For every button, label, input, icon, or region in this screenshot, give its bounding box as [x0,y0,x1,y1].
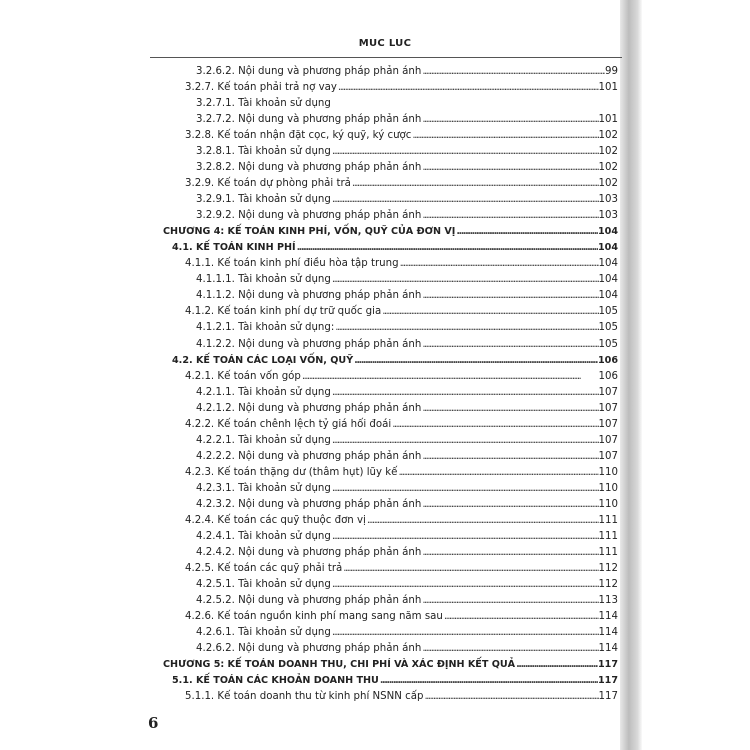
toc-entry [196,160,618,176]
toc-entry-page: 102 [598,162,618,174]
toc-entry [196,625,618,641]
toc-entry-page: 105 [598,306,618,318]
toc-entry-title: 5.1.1. Kế toán doanh thu từ kinh phí NSNN cấp [185,691,424,703]
toc-entry-page: 107 [598,418,618,430]
dot-leader [351,176,599,192]
dot-leader [421,545,598,561]
toc-entry-page: 104 [598,274,618,286]
toc-entry-title: 3.2.7.2. Nội dung và phương pháp phản ánh [196,114,422,126]
toc-entry-title: 4.2.3. Kế toán thặng dư (thâm hụt) lũy kế [185,466,398,478]
toc-entry [196,112,618,128]
toc-entry [196,337,618,353]
toc-entry-page: 111 [598,546,618,558]
dot-leader [421,64,605,80]
toc-entry-page: 113 [598,594,618,606]
dot-leader [397,465,598,481]
toc-entry-page: 102 [598,146,618,158]
dot-leader [423,689,598,705]
toc-entry [196,449,618,465]
toc-entry-page: 107 [598,402,618,414]
toc-entry-title: 4.1.1.1. Tài khoản sử dụng [196,274,331,286]
toc-entry-page: 112 [598,562,618,574]
toc-entry-title: 4.2.5.2. Nội dung và phương pháp phản ánh [196,594,422,606]
toc-entry-title: 4.2.3.1. Tài khoản sử dụng [196,482,331,494]
toc-entry [163,224,618,240]
toc-entry-title: 5.1. KẾ TOÁN CÁC KHOẢN DOANH THU [172,675,379,687]
toc-entry-title: 3.2.8.1. Tài khoản sử dụng [196,146,331,158]
toc-entry-page: 101 [598,114,618,126]
dot-leader [331,192,599,208]
dot-leader [331,144,599,160]
toc-entry [196,144,618,160]
toc-entry [185,256,618,272]
binding-shadow [620,0,642,750]
dot-leader [411,128,598,144]
toc-entry-page: 106 [597,354,618,366]
toc-entry-page: 101 [598,82,618,94]
toc-entry-title: 3.2.9. Kế toán dự phòng phải trả [185,178,351,190]
toc-entry-page: 117 [597,659,618,671]
dot-leader [421,337,598,353]
toc-entry [196,641,618,657]
toc-entry-title: 4.2.2. Kế toán chênh lệch tỷ giá hối đoái [185,418,392,430]
dot-leader [342,561,598,577]
dot-leader [331,96,618,112]
toc-entry-page: 103 [598,194,618,206]
toc-entry [185,128,618,144]
toc-entry-page: 114 [598,611,618,623]
toc-entry-title: 4.2.3.2. Nội dung và phương pháp phản ánh [196,498,422,510]
toc-entry [163,657,618,673]
toc-entry-title: 4.2.4.1. Tài khoản sử dụng [196,530,331,542]
dot-leader [391,417,598,433]
toc-entry-title: 4.1.2. Kế toán kinh phí dự trữ quốc gia [185,306,382,318]
dot-leader [331,577,599,593]
toc-entry-title: 4.2.2.1. Tài khoản sử dụng [196,434,331,446]
toc-entry-page: 111 [598,530,618,542]
toc-entry [185,369,618,385]
page-header: MUC LUC [358,38,412,49]
toc-entry-page: 104 [598,290,618,302]
toc-entry [172,673,618,689]
dot-leader [379,673,598,689]
dot-leader [331,529,599,545]
toc-entry-title: 4.2.6.1. Tài khoản sử dụng [196,627,331,639]
toc-entry-page: 105 [598,322,618,334]
toc-entry-page: 114 [598,627,618,639]
toc-entry [196,272,618,288]
toc-entry-page: 99 [605,66,618,77]
toc-entry [196,497,618,513]
toc-entry [196,593,618,609]
toc-entry-page: 102 [598,130,618,142]
dot-leader [331,481,599,497]
dot-leader [301,369,599,385]
toc-entry [185,417,618,433]
toc-entry [196,481,618,497]
toc-entry-page: 110 [598,498,618,510]
toc-entry [196,208,618,224]
toc-entry-title: 4.2.1.2. Nội dung và phương pháp phản ánh [196,402,422,414]
dot-leader [366,513,599,529]
toc-entry-page: 104 [597,242,618,254]
toc-entry-title: 4.2.5. Kế toán các quỹ phải trả [185,562,343,574]
dot-leader [443,609,599,625]
toc-entry-page: 106 [598,370,618,382]
dot-leader [455,224,598,240]
toc-entry [196,577,618,593]
toc-entry-title: CHƯƠNG 5: KẾ TOÁN DOANH THU, CHI PHÍ VÀ XÁC ĐỊNH KẾT QUẢ [163,659,516,671]
toc-entry-title: 4.2.6. Kế toán nguồn kinh phí mang sang năm sau [185,611,443,623]
toc-entry-page: 107 [598,434,618,446]
toc-entry-title: 3.2.7.1. Tài khoản sử dụng [196,98,331,110]
toc-entry-page: 112 [598,578,618,590]
toc-entry [172,353,618,369]
toc-entry-title: 4.2.6.2. Nội dung và phương pháp phản ánh [196,643,422,655]
toc-entry-title: 4.2.1. Kế toán vốn góp [185,370,301,382]
toc-entry-page: 110 [598,466,618,478]
toc-entry-title: CHƯƠNG 4: KẾ TOÁN KINH PHÍ, VỐN, QUỸ CỦA ĐƠN VỊ [163,226,456,238]
toc-entry [196,320,618,336]
toc-entry-page: 104 [598,258,618,270]
toc-entry-page: 107 [598,450,618,462]
dot-leader [334,320,598,336]
toc-entry-title: 4.2.1.1. Tài khoản sử dụng [196,386,331,398]
page-number: 6 [148,714,159,732]
toc-entry-title: 3.2.7. Kế toán phải trả nợ vay [185,82,337,94]
toc-entry [196,545,618,561]
toc-entry [185,80,618,96]
header-rule [150,57,622,58]
toc-entry-title: 3.2.8.2. Nội dung và phương pháp phản ánh [196,162,422,174]
dot-leader [381,304,598,320]
toc-entry-page: 103 [598,210,618,222]
toc-entry-page: 104 [597,226,618,238]
toc-entry-title: 3.2.9.1. Tài khoản sử dụng [196,194,331,206]
toc-entry-title: 3.2.8. Kế toán nhận đặt cọc, ký quỹ, ký cược [185,130,412,142]
toc-entry-title: 3.2.6.2. Nội dung và phương pháp phản ánh [196,66,422,77]
toc-entry-title: 4.1.2.1. Tài khoản sử dụng: [196,322,335,334]
toc-entry-page: 114 [598,643,618,655]
toc-entry [185,176,618,192]
dot-leader [421,160,598,176]
toc-entry [185,561,618,577]
toc-entry-title: 4.1. KẾ TOÁN KINH PHÍ [172,242,296,254]
dot-leader [296,240,598,256]
dot-leader [337,80,599,96]
dot-leader [331,625,599,641]
toc-entry [196,64,618,80]
toc-entry [196,288,618,304]
toc-entry [185,465,618,481]
toc-entry-title: 4.2.4. Kế toán các quỹ thuộc đơn vị [185,514,366,526]
dot-leader [331,385,599,401]
toc-entry-page: 105 [598,338,618,350]
toc-entry [196,401,618,417]
toc-entry [196,385,618,401]
toc-entry [172,240,618,256]
dot-leader [421,208,598,224]
toc-entry [196,433,618,449]
toc-entry-title: 4.2. KẾ TOÁN CÁC LOẠI VỐN, QUỸ [172,354,354,366]
toc-entry-title: 4.2.2.2. Nội dung và phương pháp phản ánh [196,450,422,462]
toc-entry [185,609,618,625]
toc-entry-title: 4.1.2.2. Nội dung và phương pháp phản ánh [196,338,422,350]
dot-leader [421,112,598,128]
dot-leader [353,353,598,369]
dot-leader [399,256,599,272]
toc-entry-title: 3.2.9.2. Nội dung và phương pháp phản ánh [196,210,422,222]
dot-leader [421,449,598,465]
toc-entry-page: 117 [598,691,618,703]
toc-entry-title: 4.2.4.2. Nội dung và phương pháp phản ánh [196,546,422,558]
dot-leader [421,497,598,513]
dot-leader [421,401,598,417]
dot-leader [421,593,598,609]
toc-entry-title: 4.1.1.2. Nội dung và phương pháp phản ánh [196,290,422,302]
toc-entry [185,689,618,705]
dot-leader [331,433,599,449]
dot-leader [421,641,598,657]
toc-entry-page: 102 [598,178,618,190]
toc-entry [196,192,618,208]
toc-entry [196,96,618,112]
toc-entry-title: 4.1.1. Kế toán kinh phí điều hòa tập trung [185,258,399,270]
toc-entry [185,304,618,320]
dot-leader [331,272,599,288]
toc-entry [196,529,618,545]
toc-entry-page: 110 [598,482,618,494]
toc-entry-page: 111 [598,514,618,526]
toc-entry-page: 107 [598,386,618,398]
toc-entry-title: 4.2.5.1. Tài khoản sử dụng [196,578,331,590]
toc-entry [185,513,618,529]
dot-leader [515,657,598,673]
toc-entry-page: 117 [597,675,618,687]
dot-leader [421,288,598,304]
